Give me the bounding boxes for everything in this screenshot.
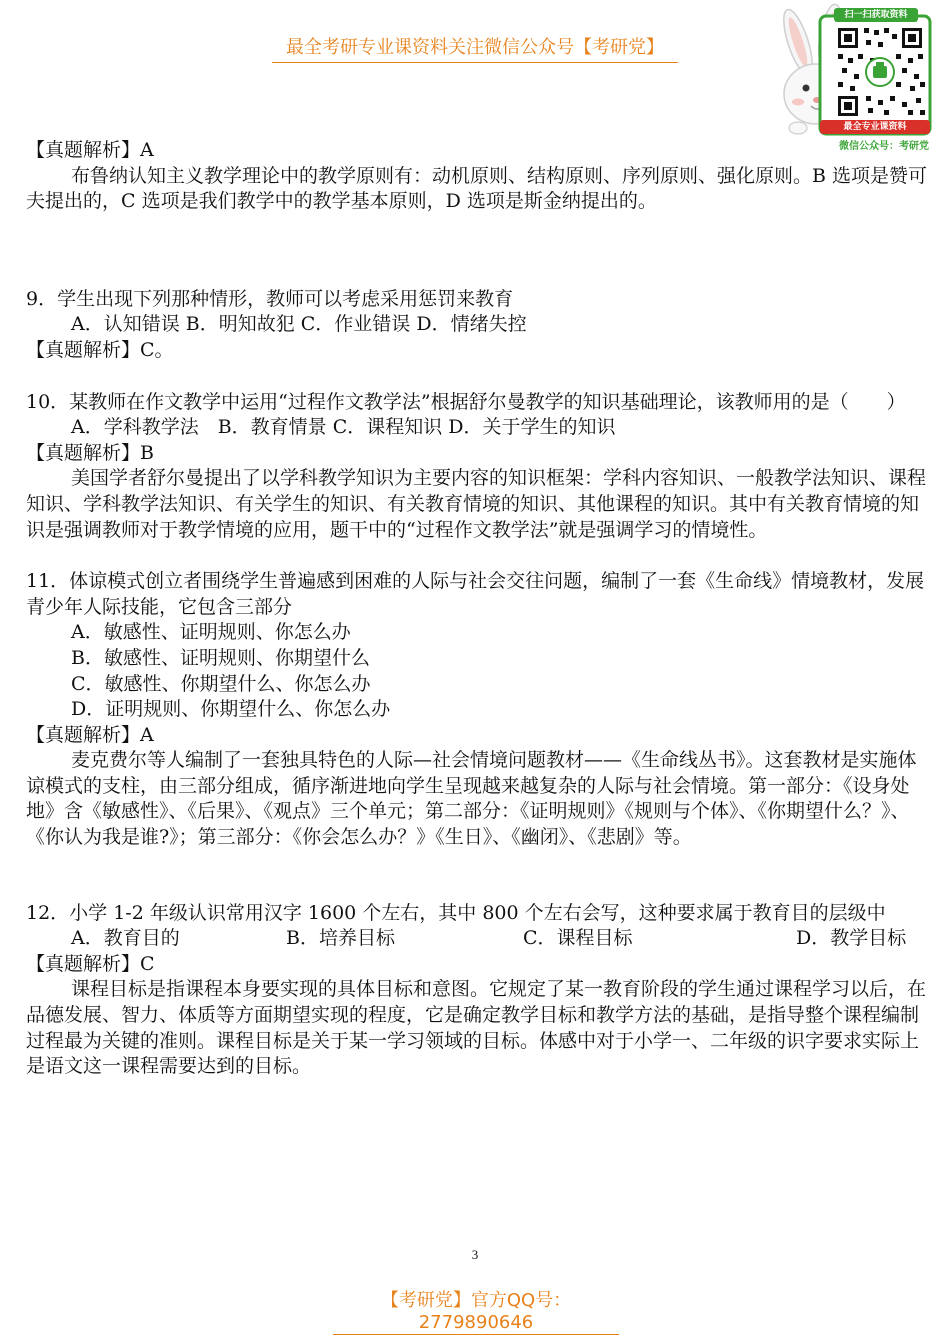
option-b: B．培养目标 bbox=[286, 927, 395, 950]
question-options: A．认知错误 B．明知故犯 C．作业错误 D．情绪失控 bbox=[71, 313, 527, 336]
question-stem: 9．学生出现下列那种情形，教师可以考虑采用惩罚来教育 bbox=[26, 287, 514, 310]
question-9-block bbox=[26, 287, 928, 364]
question-options: A．学科教学法 B．教育情景 C．课程知识 D．关于学生的知识 bbox=[71, 416, 616, 439]
page-number: 3 bbox=[471, 1247, 479, 1262]
qr-top-label: 扫一扫获取资料 bbox=[844, 10, 908, 20]
option-d: D．教学目标 bbox=[796, 927, 907, 950]
answer-explanation: 麦克费尔等人编制了一套独具特色的人际—社会情境问题教材——《生命线丛书》。这套教材是实施体谅模式的支柱，由三部分组成，循序渐进地向学生呈现越来越复杂的人际与社会情境。第一部分：《设身处地》含《敏感性》、《后果》、《观点》三个单元；第二部分：《证明规则》《规则与个体》、《你期望什么？》、《你认为我是谁?》；第三部分：《你会怎么办？》《生日》、《幽闭》、《悲剧》等。 bbox=[26, 749, 917, 849]
answer-heading: 【真题解析】C bbox=[26, 952, 155, 975]
question-stem: 12．小学 1-2 年级认识常用汉字 1600 个左右，其中 800 个左右会写，这种要求属于教育目的层级中 bbox=[26, 901, 886, 924]
option-a: A．教育目的 bbox=[71, 927, 180, 950]
question-8-block bbox=[26, 138, 928, 215]
answer-heading: 【真题解析】A bbox=[26, 723, 154, 746]
question-stem: 10．某教师在作文教学中运用“过程作文教学法”根据舒尔曼教学的知识基础理论，该教师用的是（ ） bbox=[26, 390, 906, 413]
option-b: B．敏感性、证明规则、你期望什么 bbox=[71, 646, 370, 669]
answer-explanation: 课程目标是指课程本身要实现的具体目标和意图。它规定了某一教育阶段的学生通过课程学习以后，在品德发展、智力、体质等方面期望实现的程度，它是确定教学目标和教学方法的基础，是指导整个课程编制过程最为关键的准则。课程目标是关于某一学习领域的目标。体感中对于小学一、二年级的识字要求实际上是语文这一课程需要达到的目标。 bbox=[26, 978, 927, 1078]
question-12-block bbox=[26, 901, 928, 1080]
header-banner-link[interactable]: 最全考研专业课资料关注微信公众号【考研党】 bbox=[272, 36, 678, 63]
question-10-block bbox=[26, 390, 928, 544]
answer-explanation: 布鲁纳认知主义教学理论中的教学原则有：动机原则、结构原则、序列原则、强化原则。B 选项是赞可夫提出的，C 选项是我们教学中的教学基本原则，D 选项是斯金纳提出的。 bbox=[26, 164, 928, 213]
answer-heading: 【真题解析】B bbox=[26, 441, 154, 464]
question-stem: 11．体谅模式创立者围绕学生普遍感到困难的人际与社会交往问题，编制了一套《生命线》情境教材，发展青少年人际技能，它包含三部分 bbox=[26, 570, 925, 618]
document-body bbox=[26, 138, 928, 1080]
option-c: C．课程目标 bbox=[523, 927, 633, 950]
option-d: D．证明规则、你期望什么、你怎么办 bbox=[71, 698, 391, 721]
question-options bbox=[26, 926, 928, 952]
option-a: A．敏感性、证明规则、你怎么办 bbox=[71, 621, 351, 644]
footer-qq-link[interactable]: 【考研党】官方QQ号：2779890646 bbox=[333, 1290, 619, 1335]
option-c: C．敏感性、你期望什么、你怎么办 bbox=[71, 672, 371, 695]
qr-caption: 微信公众号：考研党 bbox=[839, 141, 929, 152]
question-11-block bbox=[26, 569, 928, 851]
answer-explanation: 美国学者舒尔曼提出了以学科教学知识为主要内容的知识框架：学科内容知识、一般教学法知识、课程知识、学科教学法知识、有关学生的知识、有关教育情境的知识、其他课程的知识。其中有关教育情境的知识是强调教师对于教学情境的应用，题干中的“过程作文教学法”就是强调学习的情境性。 bbox=[26, 467, 927, 541]
answer-heading: 【真题解析】C。 bbox=[26, 338, 174, 361]
qr-bottom-label: 最全专业课资料 bbox=[843, 122, 907, 132]
answer-heading: 【真题解析】A bbox=[26, 139, 154, 161]
